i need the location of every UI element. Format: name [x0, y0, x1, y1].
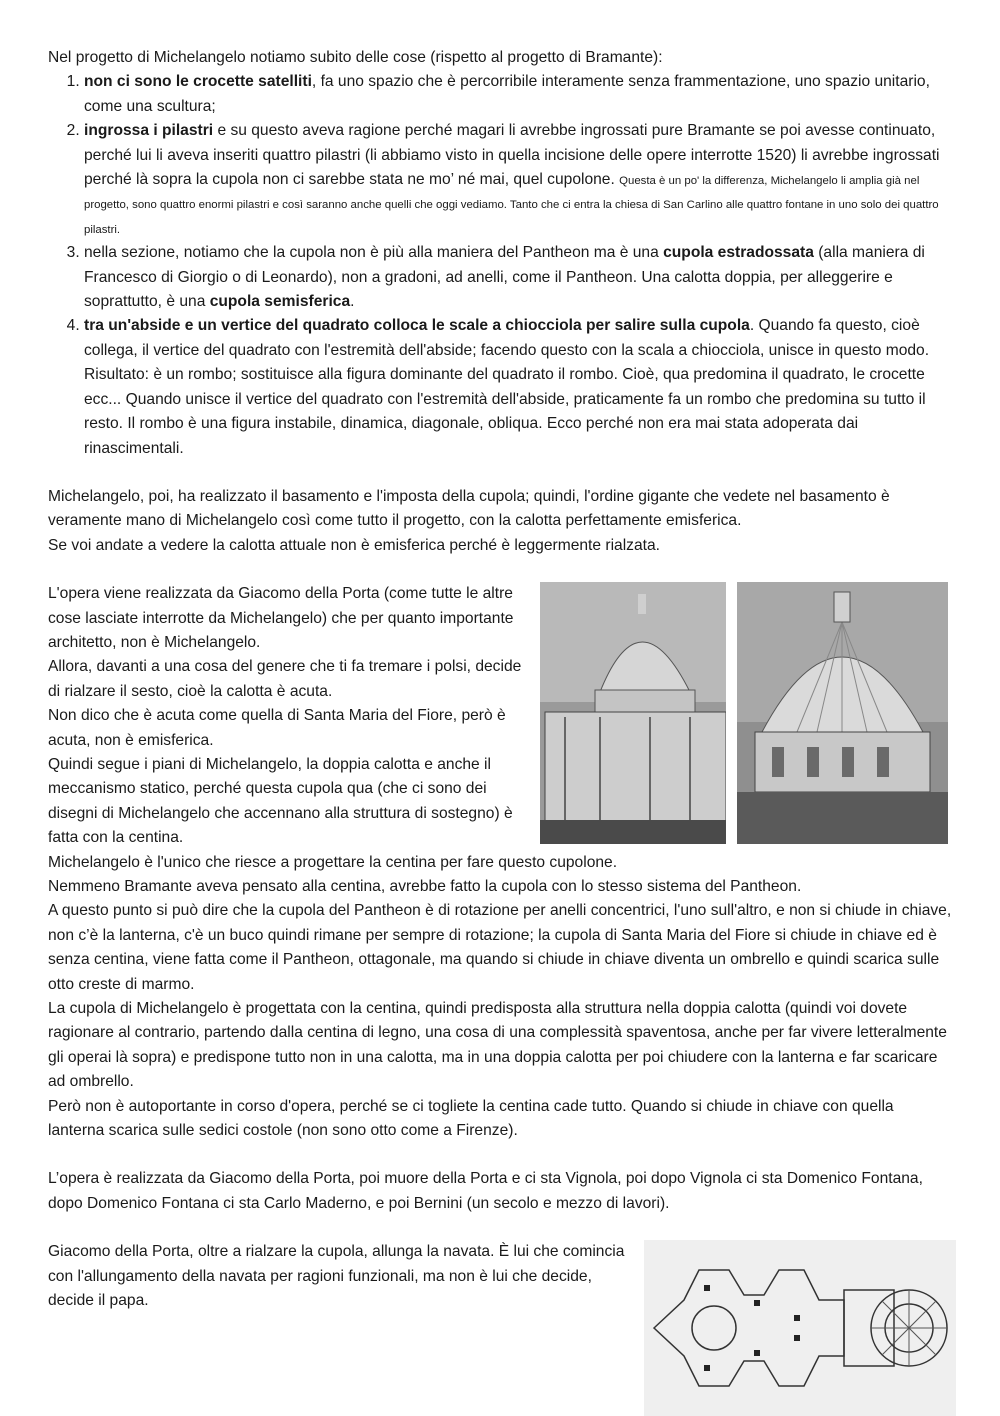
- paragraph: Nemmeno Bramante aveva pensato alla centina, avrebbe fatto la cupola con lo stesso sistema del Pantheon.: [48, 878, 802, 895]
- side-text: [48, 582, 523, 850]
- list-item-bold: tra un'abside e un vertice del quadrato colloca le scale a chiocciola per salire sulla cupola: [84, 317, 750, 335]
- list-item-text: nella sezione, notiamo che la cupola non è più alla maniera del Pantheon ma è una: [84, 244, 664, 262]
- paragraph: Non dico che è acuta come quella di Santa Maria del Fiore, però è acuta, non è emisferica.: [48, 707, 506, 749]
- dome-photos: [540, 582, 948, 844]
- paragraph: Allora, davanti a una cosa del genere che ti fa tremare i polsi, decide di rialzare il sesto, cioè la calotta è acuta.: [48, 658, 522, 700]
- list-item: [84, 70, 953, 119]
- numbered-list: [48, 70, 953, 461]
- paragraph: L'opera viene realizzata da Giacomo della Porta (come tutte le altre cose lasciate interrotte da Michelangelo) che per quanto importante architetto, non è Michelangelo.: [48, 585, 514, 651]
- dome-photo-front-view: [737, 582, 948, 844]
- list-item-bold: cupola estradossata: [663, 244, 814, 262]
- plan-section: [48, 1240, 953, 1313]
- paragraph: L’opera è realizzata da Giacomo della Porta, poi muore della Porta e ci sta Vignola, poi dopo Vignola ci sta Domenico Fontana, dopo Domenico Fontana ci sta Carlo Maderno, e poi Bernini (un secolo e mezzo di lavori).: [48, 1170, 923, 1212]
- paragraph: A questo punto si può dire che la cupola del Pantheon è di rotazione per anelli concentrici, l'uno sull'altro, e non si chiude in chiave, non c’è la lanterna, c'è un buco quindi rimane per sempre di rotazione; la cupola di Santa Maria del Fiore si chiude in chiave ed è senza centina, viene fatta come il Pantheon, ottagonale, ma quando si chiude in chiave diventa un ombrello e quindi scarica sulle otto creste di marmo.: [48, 902, 952, 993]
- list-item-text: .: [350, 293, 355, 311]
- plan-text: [48, 1240, 628, 1313]
- list-item-bold: ingrossa i pilastri: [84, 122, 214, 140]
- dome-section: [48, 582, 953, 850]
- paragraph: Quindi segue i piani di Michelangelo, la doppia calotta e anche il meccanismo statico, perché questa cupola qua (che ci sono dei disegni di Michelangelo che accennano alla struttura di sostegno) è fatta con la centina.: [48, 755, 513, 847]
- paragraph: Però non è autoportante in corso d'opera, perché se ci togliete la centina cade tutto. Quando si chiude in chiave con quella lanterna scarica sulle sedici costole (non sono otto come a Firenze).: [48, 1097, 894, 1140]
- list-item-text: (alla maniera di Francesco di Giorgio o di Leonardo), non a gradoni, ad anelli, come il Pantheon. Una calotta doppia, per alleggerire e soprattutto, è una: [84, 244, 925, 311]
- floor-plan-drawing: [644, 1240, 956, 1416]
- paragraph: Giacomo della Porta, oltre a rialzare la cupola, allunga la navata. È lui che comincia con l'allungamento della navata per ragioni funzionali, ma non è lui che decide, decide il papa.: [48, 1243, 625, 1310]
- paragraph: La cupola di Michelangelo è progettata con la centina, quindi predisposta alla struttura nella doppia calotta (quindi voi dovete ragionare al contrario, partendo dalla centina di legno, una cosa di una complessità spaventosa, anche per far vivere letteralmente gli operai là sopra) e predispone tutto non in una calotta, ma in una doppia calotta per poi chiudere con la lanterna e far scaricare ad ombrello.: [48, 1000, 947, 1091]
- list-item-bold: non ci sono le crocette satelliti: [84, 73, 312, 91]
- list-item-bold: cupola semisferica: [209, 293, 351, 311]
- document-page: [48, 46, 953, 1314]
- list-item: [84, 314, 953, 460]
- list-item: [84, 119, 953, 241]
- paragraph: Se voi andate a vedere la calotta attuale non è emisferica perché è leggermente rialzata.: [48, 536, 660, 554]
- list-item: [84, 241, 953, 314]
- intro-paragraph: Nel progetto di Michelangelo notiamo subito delle cose (rispetto al progetto di Bramante):: [48, 49, 663, 66]
- list-item-text: e su questo aveva ragione perché magari li avrebbe ingrossati pure Bramante se poi avesse continuato, perché lui li aveva inseriti quattro pilastri (li abbiamo visto in quella incisione delle opere interrotte 1520) li avrebbe ingrossati perché là sopra la cupola non ci sarebbe stata ne mo’ né mai, quel cupolone.: [84, 122, 940, 189]
- list-item-small-text: Questa è un po' la differenza, Michelangelo li amplia già nel progetto, sono quattro enormi pilastri e così saranno anche quelli che oggi vediamo. Tanto che ci entra la chiesa di San Carlino alle quattro fontane in uno solo dei quattro pilastri.: [84, 175, 939, 236]
- paragraph: Michelangelo è l'unico che riesce a progettare la centina per fare questo cupolone.: [48, 853, 618, 871]
- list-item-text: , fa uno spazio che è percorribile interamente senza frammentazione, uno spazio unitario, come una scultura;: [84, 73, 930, 115]
- paragraph: Michelangelo, poi, ha realizzato il basamento e l'imposta della cupola; quindi, l'ordine gigante che vedete nel basamento è veramente mano di Michelangelo così come tutto il progetto, con la calotta perfettamente emisferica.: [48, 487, 890, 530]
- list-item-text: . Quando fa questo, cioè collega, il vertice del quadrato con l'estremità dell'abside; facendo questo con la scala a chiocciola, unisce in questo modo. Risultato: è un rombo; sostituisce alla figura dominante del quadrato il rombo. Cioè, qua predomina il quadrato, le crocette ecc... Quando unisce il vertice del quadrato con l'estremità dell'abside, praticamente fa un rombo che predomina su tutto il resto. Il rombo è una figura instabile, dinamica, diagonale, obliqua. Ecco perché non era mai stata adoperata dai rinascimentali.: [84, 317, 930, 457]
- dome-photo-side-view: [540, 582, 726, 844]
